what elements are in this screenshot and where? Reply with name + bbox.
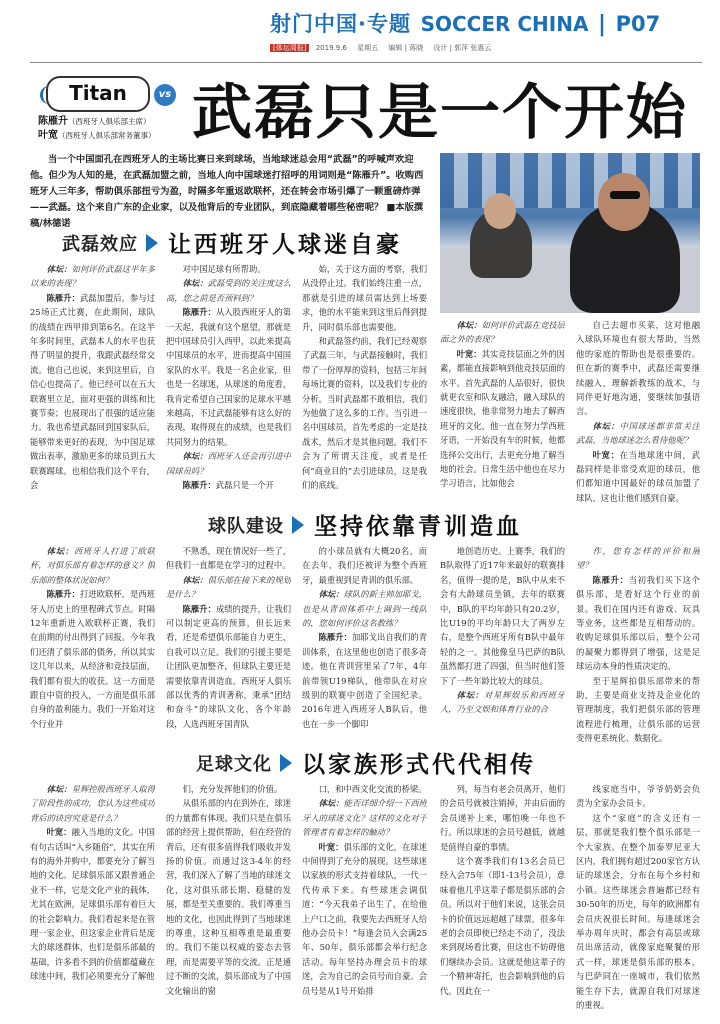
paragraph: 地创造历史。上赛季，我们的B队取得了近17年来最好的联赛排名，值得一提的是，B队中从来不会有大龄球员坐镇，去年的联赛中，B队的平均年龄只有20.2岁，比U19的平均年龄只大了两岁左右，是整个西班牙所有B队中最年轻的之一。其他像皇马巴萨的B队虽然都打进了四强，但当时他们签下了一些年龄比较大的球员。 — [440, 546, 565, 686]
paragraph: 陈雁升：武磊加盟后，参与过25场正式比赛，在此期间，球队的战绩在西甲排到第6名。在这半年多时间里，武磊本人的水平也获得了明显的提升，我跟武磊经常交流。他自己也说，来到这里后，自信心也提高了。他已经可以在五大联赛里立足，面对更强的训练和比赛节奏；也展现出了很强的适应能力。我也希望武磊回到国家队后，能够带来更好的表现，为中国足球做出表率，激励更多的球员到五大联赛踢球。也相信我们这个平台，会 — [30, 292, 155, 491]
paragraph: 叶宽：俱乐部的文化，在球迷中间得到了充分的展现。这些球迷以家族的形式支持着球队，一代一代传承下来。有些球迷会调侃道：“今天我弟子出生了，在给他上户口之前，我要先去西班牙人给他办会员卡！”每逢会员入会满25年、50年，俱乐部都会举行纪念活动。每年坚持办理会员卡的球迷，会为自己的会员号而自豪。会员号是从1号开始排 — [302, 841, 427, 996]
titan-logo: Titan — [46, 76, 150, 112]
paragraph: 体坛：如何评价武磊这半年多以来的表现？ — [30, 264, 155, 289]
guest-1 — [38, 112, 151, 127]
section-3-col-5 — [576, 782, 700, 1014]
photo-person-right-head — [598, 173, 650, 231]
header-title-cn: 射门中国·专题 — [270, 12, 411, 36]
photo-glasses — [610, 191, 640, 199]
paragraph: 口，和中西文化交流的桥梁。 — [318, 784, 427, 794]
paragraph: 自己去超市买菜，这对他融入球队环境也有很大帮助，当然他的家庭的帮助也是很重要的。但在新的赛季中，武磊还需要继续融入，理解新教练的战术，与同伴更好地沟通，要继续加强语言。 — [576, 320, 700, 417]
speaker-label: 体坛： — [456, 690, 484, 701]
section-2-kicker: 球队建设 — [208, 516, 284, 537]
paragraph: 体坛：西班牙人还会再引进中国球员吗？ — [166, 451, 291, 476]
paragraph: 不熟悉，现在情况好一些了，但我们一直都是在学习的过程中。 — [166, 546, 291, 571]
paragraph: 从俱乐部的内在到外在，球迷的力量都有体现。我们只是在俱乐部的经营上提供帮助，但在经营的背后，还有很多值得我们吸收并发扬的价值。而通过这3-4年的经营，我们深入了解了当地的球迷文化，这对俱乐部长期、稳健的发展，都是至关重要的。我们尊重当地的文化，也因此得到了当地球迷的尊重，这种互相尊重是最重要的。我们不能以权威的姿态去管理，而是需要平等的交流。正是通过不断的交流，俱乐部成为了中国文化输出的窗 — [166, 798, 291, 996]
photo-person-left-head — [484, 193, 516, 229]
section-2-col-4 — [440, 544, 565, 744]
section-2-col-5 — [576, 544, 700, 744]
guest-2-role: （西班牙人俱乐部常务董事） — [58, 131, 156, 140]
paragraph: 和武磊签约前，我们已经观察了武磊三年，与武磊接触时，我们带了一份厚厚的资料，包括三年间每场比赛的资料，以及我们专业的分析。当时武磊都不敢相信，我们为他做了这么多的工作。当引进一名中国球员，首先考虑的一定是技战术，然后才是其他问题。我们不会为了所谓天注度，或者是任何“商业目的”去引进球员，这是我们的底线。 — [302, 336, 427, 491]
designer-credit: 设计 | 郭萍 张惠云 — [433, 44, 492, 52]
photo-backdrop — [440, 153, 700, 208]
section-1-title: 让西班牙人球迷自豪 — [168, 232, 402, 258]
paragraph: 体坛：能否详细介绍一下西班牙人的球迷文化？这样的文化对于管理者有着怎样的触动？ — [302, 798, 427, 838]
paragraph: 体坛：中国球迷都非常关注武磊，当地球迷怎么看待他呢？ — [576, 420, 700, 446]
speaker-label: 叶宽： — [318, 841, 344, 852]
speaker-label: 陈雁升： — [46, 589, 80, 600]
section-1-col-4 — [440, 318, 565, 502]
section-2-col-3 — [302, 544, 427, 744]
paragraph: 这个“家庭”的含义还有一层，那就是我们整个俱乐部是一个大家族。在整个加泰罗尼亚大区内，我们拥有超过200家官方认证的球迷会，分布在每个乡村和小镇。这些球迷会普遍都已经有30-50年的历史，每年的欧洲都有会员庆祝很长时间。每逢球迷会举办周年庆时，都会有高层或球员出席活动，就像家庭聚餐的形式一样，球迷是俱乐部的根本，与巴萨同在一座城市，我们依然能生存下去，就源自我们对球迷的重视。 — [576, 812, 700, 1011]
paragraph: 这个赛季我们有13名会员已经入会75年（即1-13号会员），意味着他几乎这辈子都是俱乐部的会员。所以对于他们来说，这张会员卡的价值远远超越了球票，很多年老的会员即使已经走不动了，没法来到现场看比赛，但这也不妨碍他们继续办会员。这就是他这辈子的一个精神寄托，也会影响到他的后代。因此在一 — [440, 856, 565, 996]
issue-weekday: 星期五 — [357, 44, 379, 52]
publication-tag: [体坛周报] — [270, 44, 309, 52]
paragraph: 叶宽：其实竞技层面之外的因素，都能直接影响到他竞技层面的水平。首先武磊的人品很好，很快就更衣室和队友融洽，融入球队的速度很快，他非常努力地去了解西班牙的文化，他一直在努力学西班牙语，一开始没有车的时候，他都选择公交出行，去更充分地了解当地的社会。日常生活中他也在尽力学习语言，比如他会 — [440, 348, 565, 489]
paragraph: 陈雁升：成绩的提升，让我们可以制定更高的预算，但长远来看，还是希望俱乐部能自力更生，自我可以立足。我们的引援主要是让团队更加整齐，但球队主要还是需要依靠青训造血。西班牙人俱乐部以优秀的青训著称，秉承“团结和奋斗”的球队文化，各个年龄段，人选西班牙国青队 — [166, 603, 291, 729]
paragraph: 体坛：如何评价武磊在竞技层面之外的表现？ — [440, 320, 565, 345]
page-header-title — [270, 8, 700, 42]
issue-date: 2019.9.6 — [315, 44, 347, 52]
section-1-arrow — [146, 234, 158, 252]
section-3-kicker: 足球文化 — [196, 754, 272, 775]
speaker-label: 体坛： — [46, 264, 72, 274]
section-3-head — [0, 746, 720, 778]
speaker-label: 叶宽： — [456, 348, 482, 359]
section-1-col-1 — [30, 262, 155, 502]
paragraph: 体坛：球队的新主帅加耶戈，也是从青训体系中上调到一线队的，您如何评价这名教练？ — [302, 589, 427, 629]
section-3-col-4 — [440, 782, 565, 1014]
section-3-arrow — [280, 754, 292, 772]
speaker-label: 陈雁升： — [182, 307, 216, 318]
paragraph: 陈雁升：加耶戈出自我们的青训体系，在这里他也创造了很多奇迹。他在青训营里呆了7年，4年前带领U19梯队，他带队在对应级别的联赛中创造了全国纪录。2016年进入西班牙人B队后，他也在一步一个脚印 — [302, 632, 427, 729]
guest-2 — [38, 126, 156, 141]
section-1-col-2 — [166, 262, 291, 502]
paragraph: 始，关于这方面的考察，我们从没停止过。我们始终注重一点，那就是引进的球员需达到上场要求，他的水平能来到这里后得到提升，同时俱乐部也需要他。 — [302, 264, 427, 332]
lede-paragraph: 当一个中国面孔在西班牙人的主场比赛日来到球场，当地球迷总会用“武磊”的呼喊声欢迎他。但少为人知的是，在武磊加盟之前，当地人向中国球迷打招呼的用词则是“陈雁升”。收购西班牙人三年多，帮助俱乐部扭亏为盈，时隔多年重返欧联杯，还在转会市场引爆了一颗重磅炸弹——武磊。这个来自广东的企业家，以及他背后的专业团队，到底隐藏着哪些秘密呢？ ■本版撰稿/林德诺 — [30, 154, 424, 229]
paragraph: 至于星辉拍俱乐部带来的帮助，主要是商业支持及企业化的管理制度，我们把俱乐部的管理流程进行梳理，让俱乐部的运营变得更系统化、数据化。 — [576, 675, 700, 744]
vs-badge: vs — [154, 84, 176, 106]
header-rule — [30, 62, 702, 63]
paragraph: 叶宽：在当地球迷中间，武磊同样是非常受欢迎的球员，他们都知道中国最好的球员加盟了球队，这也让他们感到自豪。 — [576, 449, 700, 502]
speaker-label: 体坛： — [318, 589, 344, 600]
section-2-arrow — [292, 516, 304, 534]
headline: 武磊只是一个开始 — [192, 78, 688, 148]
speaker-label: 陈雁升： — [182, 603, 216, 614]
paragraph: 陈雁升：从入股西班牙人的第一天起，我就有这个愿望，那就是把中国球员引入西甲，以此来提高中国球员的水平，进而提高中国国家队的水平。我是一名企业家，但也是一名球迷，从球迷的角度看，我肯定希望自己国家的足球水平越来越高，不过武磊能够有这么好的表现，取得现在的成绩，也是我们共同努力的结果。 — [166, 307, 291, 447]
section-3-col-1 — [30, 782, 155, 1014]
speaker-label: 体坛： — [592, 420, 620, 431]
speaker-label: 陈雁升： — [46, 292, 80, 303]
paragraph: 列，每当有老会员离开，他们的会员号就被注销掉，并由后面的会员递补上来，哪怕晚一年也不行。所以球迷的会员号越低，就越是值得自豪的事情。 — [440, 784, 565, 852]
speaker-label: 陈雁升： — [592, 574, 629, 585]
speaker-label: 体坛： — [182, 451, 208, 462]
speaker-label: 体坛： — [182, 278, 208, 289]
speaker-label: 体坛： — [46, 546, 74, 556]
speaker-label: 叶宽： — [592, 449, 620, 460]
paragraph: 线家庭当中，爷爷奶奶会负责为全家办会员卡。 — [576, 784, 700, 809]
paragraph: 作，您有怎样的评价和展望？ — [576, 546, 700, 571]
paragraph: 对中国足球有所帮助。 — [182, 264, 266, 274]
editor-credit: 编辑 | 蒋晓 — [388, 44, 424, 52]
section-1-col-3 — [302, 262, 427, 502]
page-number: P07 — [615, 12, 661, 36]
section-2-head — [0, 508, 720, 540]
page-header-meta — [270, 43, 499, 53]
guest-1-role: （西班牙人俱乐部主席） — [68, 117, 151, 126]
paragraph: 叶宽：融入当地的文化。中国有句古话叫“入乡随俗”，其实在所有的海外并购中，都要充分了解当地的文化。足球俱乐部又跟普通企业不一样，它是文化产业的载体，尤其在欧洲，足球俱乐部有着巨大的社会影响力。我们看起来是在管理一家企业，但这家企业背后是庞大的球迷群体，也们是俱乐部最的基础，许多看不到的价值都蕴藏在球迷中间，我们必须要充分了解他 — [30, 827, 155, 982]
header-title-en: SOCCER CHINA — [420, 12, 589, 36]
paragraph: 体坛：星辉控股西班牙人取得了阶段性的成功，您认为这些成功背后的诀窍究竟是什么？ — [30, 784, 155, 823]
speaker-label: 叶宽： — [46, 827, 72, 838]
section-2-col-2 — [166, 544, 291, 744]
speaker-label: 陈雁升： — [182, 480, 216, 491]
section-2-title: 坚持依靠青训造血 — [314, 514, 522, 540]
paragraph: 体坛：西班牙人打进了欧联杯，对俱乐部有着怎样的意义？俱乐部的整体状况如何？ — [30, 546, 155, 585]
section-2-col-1 — [30, 544, 155, 744]
paragraph: 陈雁升：当初我们买下这个俱乐部，是看好这个行业的前景。我们在国内还有游戏、玩具等业务，这些都是互相帮动的。收购足球俱乐部以后，整个公司的凝聚力都得到了增强，这是足球运动本身的性质决定的。 — [576, 574, 700, 672]
guest-1-name: 陈雁升 — [38, 116, 68, 127]
section-1-head — [0, 226, 720, 258]
paragraph: 体坛：对星辉娱乐和西班牙人，乃至文娱和体育行业的合 — [440, 690, 565, 715]
section-3-col-3 — [302, 782, 427, 1014]
paragraph: 的小球员就有大概20名，而在去年，我们还被评为整个西班牙，最重视到足青训的俱乐部。 — [302, 546, 427, 585]
paragraph: 陈雁升：武磊只是一个开 — [182, 480, 274, 491]
section-3-title: 以家族形式代代相传 — [302, 752, 536, 778]
speaker-label: 体坛： — [182, 574, 208, 585]
section-1-col-5 — [576, 318, 700, 502]
speaker-label: 体坛： — [456, 320, 482, 330]
speaker-label: 体坛： — [46, 784, 72, 794]
paragraph: 陈雁升：打进欧联杯，是西班牙人历史上的里程碑式节点。时隔12年重新进入欧联杯正赛，我们在前期的付出得到了回报。今年我们还清了俱乐部的债务，所以其实这几年以来，从经济和竞技层面，我们都有很大的收获。这一方面是跟自中资的投入，一方面是俱乐部自身的盈利能力。我们一开始对这个行业并 — [30, 589, 155, 729]
paragraph: 体坛：武磊受到的关注度这么高，您之前是否预料到？ — [166, 278, 291, 303]
speaker-label: 陈雁升： — [318, 632, 352, 643]
header-separator: | — [598, 12, 607, 37]
paragraph: 们，充分发挥他们的价值。 — [182, 784, 283, 794]
guest-2-name: 叶宽 — [38, 130, 58, 141]
speaker-label: 体坛： — [318, 798, 344, 809]
paragraph: 体坛：俱乐部在接下来的规划是什么？ — [166, 574, 291, 600]
section-1-kicker: 武磊效应 — [62, 234, 138, 255]
section-3-col-2 — [166, 782, 291, 1014]
